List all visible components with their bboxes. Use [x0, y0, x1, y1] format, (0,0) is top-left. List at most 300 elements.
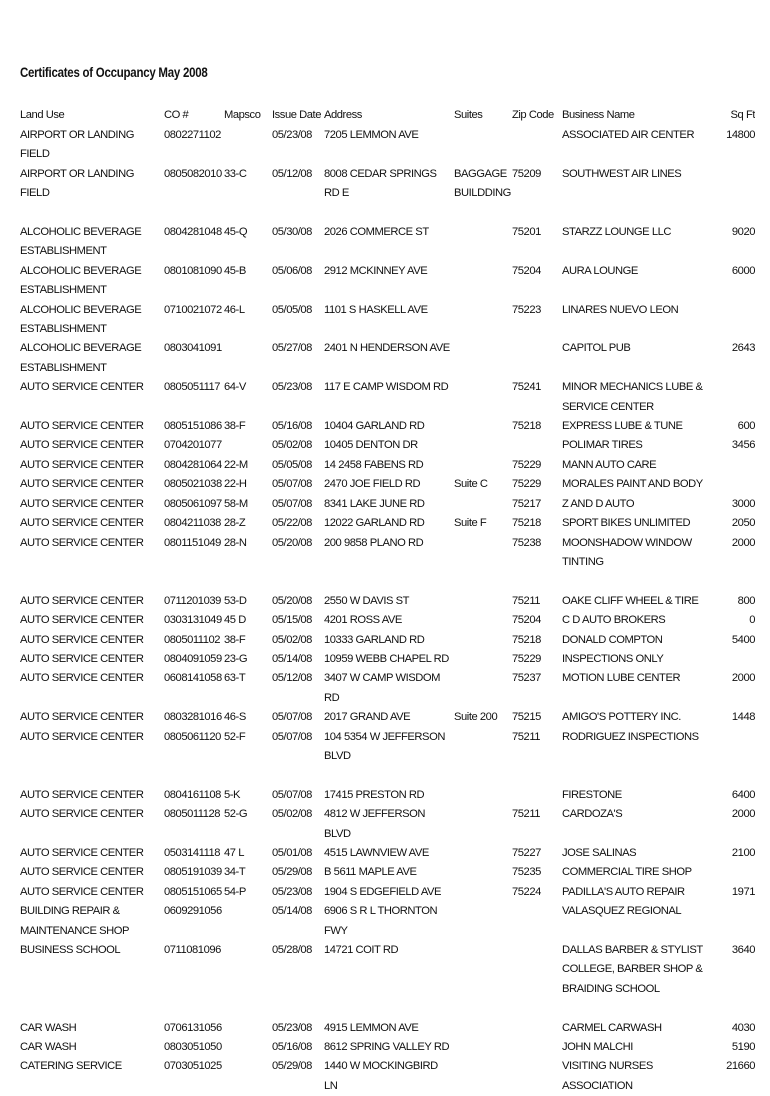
- table-row: [20, 456, 755, 475]
- suites-cell: [454, 534, 512, 573]
- header-issue-date: Issue Date: [272, 109, 321, 121]
- suites-cell: [454, 417, 512, 436]
- suites-cell: [454, 456, 512, 475]
- sq-ft-cell: 3456: [731, 439, 755, 452]
- issue-date-cell: 05/16/08: [272, 1041, 312, 1054]
- issue-date-cell: 05/20/08: [272, 536, 312, 549]
- co-number-cell: 0804161108: [164, 788, 221, 801]
- zip-code-cell: [512, 1019, 562, 1038]
- business-name-cell: STARZZ LOUNGE LLC: [562, 226, 672, 239]
- table-row: [20, 339, 755, 378]
- business-name-cell: AURA LOUNGE: [562, 264, 638, 277]
- business-name-cell: SOUTHWEST AIR LINES: [562, 167, 682, 180]
- co-number-cell: 0801151049: [164, 536, 221, 549]
- co-number-cell: 0804281048: [164, 226, 222, 239]
- address-cell: 104 5354 W JEFFERSON BLVD: [324, 730, 445, 762]
- co-number-cell: 0805061097: [164, 497, 222, 510]
- mapsco-cell: 46-S: [224, 711, 246, 724]
- sq-ft-cell: 6400: [731, 788, 755, 801]
- zip-code-cell: 75201: [512, 226, 541, 239]
- table-row: [20, 631, 755, 650]
- address-cell: 10959 WEBB CHAPEL RD: [324, 652, 449, 665]
- issue-date-cell: 05/05/08: [272, 458, 312, 471]
- suites-cell: [454, 592, 512, 611]
- zip-code-cell: 75218: [512, 633, 541, 646]
- suites-cell: [454, 1038, 512, 1057]
- table-row: [20, 165, 755, 204]
- group-spacer: [20, 766, 755, 785]
- co-number-cell: 0805051117: [164, 381, 221, 394]
- table-row: [20, 262, 755, 301]
- table-row: [20, 417, 755, 436]
- suites-cell: BAGGAGE BUILDDING: [454, 167, 511, 200]
- co-number-cell: 0804091059: [164, 652, 222, 665]
- suites-cell: [454, 495, 512, 514]
- land-use-cell: AUTO SERVICE CENTER: [20, 866, 144, 879]
- business-name-cell: DALLAS BARBER & STYLIST COLLEGE, BARBER SHOP & BRAIDING SCHOOL: [562, 944, 703, 995]
- land-use-cell: AUTO SERVICE CENTER: [20, 614, 144, 627]
- sq-ft-cell: 2643: [731, 342, 755, 355]
- land-use-cell: ALCOHOLIC BEVERAGE ESTABLISHMENT: [20, 226, 142, 258]
- sq-ft-cell: [704, 863, 755, 882]
- co-number-cell: 0710021072: [164, 303, 222, 316]
- address-cell: 12022 GARLAND RD: [324, 517, 425, 530]
- sq-ft-cell: [704, 378, 755, 417]
- co-number-cell: 0711081096: [164, 944, 221, 957]
- issue-date-cell: 05/30/08: [272, 226, 312, 239]
- issue-date-cell: 05/27/08: [272, 342, 312, 355]
- suites-cell: [454, 941, 512, 999]
- issue-date-cell: 05/02/08: [272, 808, 312, 821]
- table-row: [20, 378, 755, 417]
- zip-code-cell: 75218: [512, 517, 541, 530]
- issue-date-cell: 05/02/08: [272, 633, 312, 646]
- zip-code-cell: [512, 902, 562, 941]
- land-use-cell: AUTO SERVICE CENTER: [20, 420, 144, 433]
- suites-cell: [454, 786, 512, 805]
- business-name-cell: EXPRESS LUBE & TUNE: [562, 420, 683, 433]
- co-number-cell: 0802271102: [164, 129, 221, 141]
- header-business-name: Business Name: [562, 109, 635, 121]
- certificates-table: [20, 106, 755, 1096]
- co-number-cell: 0803051050: [164, 1041, 222, 1054]
- address-cell: 2470 JOE FIELD RD: [324, 478, 421, 491]
- business-name-cell: Z AND D AUTO: [562, 497, 635, 510]
- land-use-cell: AUTO SERVICE CENTER: [20, 672, 144, 685]
- co-number-cell: 0609291056: [164, 905, 222, 918]
- co-number-cell: 0803281016: [164, 711, 222, 724]
- table-row: [20, 495, 755, 514]
- sq-ft-cell: 800: [737, 594, 755, 607]
- table-row: [20, 650, 755, 669]
- table-row: [20, 941, 755, 999]
- issue-date-cell: 05/29/08: [272, 1060, 312, 1073]
- zip-code-cell: 75229: [512, 652, 541, 665]
- business-name-cell: MOONSHADOW WINDOW TINTING: [562, 536, 692, 568]
- address-cell: B 5611 MAPLE AVE: [324, 866, 417, 879]
- issue-date-cell: 05/14/08: [272, 652, 312, 665]
- issue-date-cell: 05/06/08: [272, 264, 312, 277]
- issue-date-cell: 05/23/08: [272, 885, 312, 898]
- table-row: [20, 475, 755, 494]
- table-row: [20, 1038, 755, 1057]
- business-name-cell: RODRIGUEZ INSPECTIONS: [562, 730, 699, 743]
- issue-date-cell: 05/28/08: [272, 944, 312, 957]
- table-row: [20, 805, 755, 844]
- business-name-cell: VISITING NURSES ASSOCIATION: [562, 1060, 653, 1092]
- zip-code-cell: 75241: [512, 381, 541, 394]
- sq-ft-cell: 2050: [731, 517, 755, 530]
- mapsco-cell: 38-F: [224, 633, 246, 646]
- suites-cell: [454, 301, 512, 340]
- table-row: [20, 1057, 755, 1096]
- sq-ft-cell: 6000: [731, 264, 755, 277]
- land-use-cell: AUTO SERVICE CENTER: [20, 846, 144, 859]
- address-cell: 17415 PRESTON RD: [324, 788, 425, 801]
- land-use-cell: AIRPORT OR LANDING FIELD: [20, 129, 134, 161]
- address-cell: 8008 CEDAR SPRINGS RD E: [324, 167, 437, 200]
- zip-code-cell: 75204: [512, 614, 541, 627]
- business-name-cell: C D AUTO BROKERS: [562, 614, 666, 627]
- land-use-cell: AIRPORT OR LANDING FIELD: [20, 167, 134, 200]
- mapsco-cell: 52-F: [224, 730, 246, 743]
- table-row: [20, 1019, 755, 1038]
- address-cell: 8612 SPRING VALLEY RD: [324, 1041, 450, 1054]
- suites-cell: [454, 728, 512, 767]
- zip-code-cell: 75211: [512, 808, 541, 821]
- business-name-cell: LINARES NUEVO LEON: [562, 303, 679, 316]
- address-cell: 4515 LAWNVIEW AVE: [324, 846, 429, 859]
- page-title: Certificates of Occupancy May 2008: [20, 64, 208, 80]
- table-row: [20, 708, 755, 727]
- land-use-cell: AUTO SERVICE CENTER: [20, 808, 144, 821]
- suites-cell: [454, 611, 512, 630]
- address-cell: 2401 N HENDERSON AVE: [324, 342, 450, 355]
- zip-code-cell: 75238: [512, 536, 541, 549]
- mapsco-cell: [224, 126, 272, 165]
- co-number-cell: 0503141118: [164, 846, 221, 859]
- co-number-cell: 0805021038: [164, 478, 222, 491]
- table-row: [20, 883, 755, 902]
- zip-code-cell: [512, 126, 562, 165]
- land-use-cell: CATERING SERVICE: [20, 1060, 122, 1073]
- land-use-cell: BUILDING REPAIR & MAINTENANCE SHOP: [20, 905, 130, 937]
- zip-code-cell: 75215: [512, 711, 541, 724]
- business-name-cell: CAPITOL PUB: [562, 342, 631, 355]
- address-cell: 10404 GARLAND RD: [324, 420, 425, 433]
- land-use-cell: AUTO SERVICE CENTER: [20, 458, 144, 471]
- address-cell: 10333 GARLAND RD: [324, 633, 425, 646]
- mapsco-cell: [224, 1019, 272, 1038]
- zip-code-cell: 75217: [512, 497, 541, 510]
- zip-code-cell: 75211: [512, 730, 541, 743]
- business-name-cell: ASSOCIATED AIR CENTER: [562, 129, 695, 141]
- header-address: Address: [324, 109, 362, 121]
- address-cell: 1101 S HASKELL AVE: [324, 303, 428, 316]
- sq-ft-cell: 3000: [731, 497, 755, 510]
- suites-cell: Suite 200: [454, 711, 498, 724]
- land-use-cell: ALCOHOLIC BEVERAGE ESTABLISHMENT: [20, 264, 142, 297]
- business-name-cell: MINOR MECHANICS LUBE & SERVICE CENTER: [562, 381, 703, 413]
- table-row: [20, 902, 755, 941]
- mapsco-cell: 64-V: [224, 381, 246, 394]
- address-cell: 4812 W JEFFERSON BLVD: [324, 808, 425, 840]
- zip-code-cell: 75209: [512, 167, 541, 180]
- issue-date-cell: 05/07/08: [272, 711, 312, 724]
- issue-date-cell: 05/12/08: [272, 167, 312, 180]
- business-name-cell: AMIGO'S POTTERY INC.: [562, 711, 681, 724]
- business-name-cell: INSPECTIONS ONLY: [562, 652, 664, 665]
- land-use-cell: BUSINESS SCHOOL: [20, 944, 121, 957]
- zip-code-cell: [512, 1038, 562, 1057]
- header-co-number: CO #: [164, 109, 189, 121]
- sq-ft-cell: 2100: [731, 846, 755, 859]
- land-use-cell: AUTO SERVICE CENTER: [20, 594, 144, 607]
- group-spacer: [20, 204, 755, 223]
- suites-cell: [454, 1057, 512, 1096]
- business-name-cell: MANN AUTO CARE: [562, 458, 657, 471]
- zip-code-cell: 75223: [512, 303, 541, 316]
- table-row: [20, 436, 755, 455]
- suites-cell: [454, 262, 512, 301]
- address-cell: 2550 W DAVIS ST: [324, 594, 410, 607]
- sq-ft-cell: 9020: [731, 226, 755, 239]
- business-name-cell: JOSE SALINAS: [562, 846, 637, 859]
- land-use-cell: CAR WASH: [20, 1041, 77, 1054]
- mapsco-cell: 33-C: [224, 167, 247, 180]
- zip-code-cell: 75229: [512, 458, 541, 471]
- business-name-cell: CARDOZA'S: [562, 808, 623, 821]
- issue-date-cell: 05/15/08: [272, 614, 312, 627]
- table-row: [20, 514, 755, 533]
- sq-ft-cell: 5400: [731, 633, 755, 646]
- mapsco-cell: 63-T: [224, 672, 246, 685]
- zip-code-cell: [512, 941, 562, 999]
- table-row: [20, 223, 755, 262]
- table-row: [20, 786, 755, 805]
- table-row: [20, 534, 755, 573]
- suites-cell: Suite C: [454, 478, 488, 491]
- mapsco-cell: 54-P: [224, 885, 246, 898]
- land-use-cell: CAR WASH: [20, 1021, 77, 1034]
- business-name-cell: DONALD COMPTON: [562, 633, 663, 646]
- sq-ft-cell: 2000: [731, 536, 755, 549]
- address-cell: 14721 COIT RD: [324, 944, 399, 957]
- sq-ft-cell: [704, 301, 755, 340]
- land-use-cell: AUTO SERVICE CENTER: [20, 730, 144, 743]
- mapsco-cell: 38-F: [224, 420, 246, 433]
- mapsco-cell: 58-M: [224, 497, 248, 510]
- header-suites: Suites: [454, 109, 483, 121]
- business-name-cell: CARMEL CARWASH: [562, 1021, 662, 1034]
- co-number-cell: 0804211038: [164, 517, 221, 530]
- suites-cell: [454, 126, 512, 165]
- sq-ft-cell: [704, 475, 755, 494]
- business-name-cell: POLIMAR TIRES: [562, 439, 643, 452]
- business-name-cell: JOHN MALCHI: [562, 1041, 633, 1054]
- sq-ft-cell: 4030: [731, 1021, 755, 1034]
- co-number-cell: 0804281064: [164, 458, 222, 471]
- mapsco-cell: 22-H: [224, 478, 247, 491]
- address-cell: 200 9858 PLANO RD: [324, 536, 424, 549]
- business-name-cell: MORALES PAINT AND BODY: [562, 478, 703, 491]
- land-use-cell: ALCOHOLIC BEVERAGE ESTABLISHMENT: [20, 303, 142, 336]
- mapsco-cell: 28-Z: [224, 517, 246, 530]
- mapsco-cell: [224, 941, 272, 999]
- mapsco-cell: 46-L: [224, 303, 245, 316]
- suites-cell: [454, 1019, 512, 1038]
- land-use-cell: AUTO SERVICE CENTER: [20, 381, 144, 394]
- issue-date-cell: 05/29/08: [272, 866, 312, 879]
- mapsco-cell: 53-D: [224, 594, 247, 607]
- co-number-cell: 0703051025: [164, 1060, 222, 1073]
- issue-date-cell: 05/23/08: [272, 1021, 312, 1034]
- business-name-cell: SPORT BIKES UNLIMITED: [562, 517, 691, 530]
- address-cell: 8341 LAKE JUNE RD: [324, 497, 425, 510]
- sq-ft-cell: 21660: [726, 1060, 755, 1073]
- issue-date-cell: 05/07/08: [272, 730, 312, 743]
- sq-ft-cell: [704, 650, 755, 669]
- mapsco-cell: [224, 436, 272, 455]
- land-use-cell: AUTO SERVICE CENTER: [20, 652, 144, 665]
- business-name-cell: COMMERCIAL TIRE SHOP: [562, 866, 692, 879]
- table-row: [20, 301, 755, 340]
- zip-code-cell: [512, 339, 562, 378]
- co-number-cell: 0805011102: [164, 633, 221, 646]
- table-row: [20, 126, 755, 165]
- co-number-cell: 0608141058: [164, 672, 222, 685]
- business-name-cell: VALASQUEZ REGIONAL: [562, 905, 682, 918]
- address-cell: 10405 DENTON DR: [324, 439, 418, 452]
- address-cell: 7205 LEMMON AVE: [324, 129, 419, 141]
- issue-date-cell: 05/20/08: [272, 594, 312, 607]
- land-use-cell: ALCOHOLIC BEVERAGE ESTABLISHMENT: [20, 342, 142, 374]
- suites-cell: [454, 902, 512, 941]
- sq-ft-cell: [704, 728, 755, 767]
- sq-ft-cell: 14800: [726, 129, 755, 141]
- spacer-cell: [20, 999, 755, 1018]
- table-row: [20, 592, 755, 611]
- address-cell: 2017 GRAND AVE: [324, 711, 411, 724]
- table-row: [20, 863, 755, 882]
- sq-ft-cell: 5190: [731, 1041, 755, 1054]
- sq-ft-cell: 2000: [731, 672, 755, 685]
- co-number-cell: 0805061120: [164, 730, 221, 743]
- land-use-cell: AUTO SERVICE CENTER: [20, 788, 144, 801]
- mapsco-cell: 47 L: [224, 846, 244, 859]
- business-name-cell: FIRESTONE: [562, 788, 622, 801]
- suites-cell: [454, 805, 512, 844]
- header-land-use: Land Use: [20, 109, 65, 121]
- suites-cell: [454, 863, 512, 882]
- address-cell: 14 2458 FABENS RD: [324, 458, 424, 471]
- address-cell: 1904 S EDGEFIELD AVE: [324, 885, 442, 898]
- issue-date-cell: 05/22/08: [272, 517, 312, 530]
- issue-date-cell: 05/07/08: [272, 497, 312, 510]
- zip-code-cell: 75227: [512, 846, 541, 859]
- zip-code-cell: 75224: [512, 885, 541, 898]
- zip-code-cell: 75235: [512, 866, 541, 879]
- address-cell: 117 E CAMP WISDOM RD: [324, 381, 449, 394]
- header-zip-code: Zip Code: [512, 109, 554, 121]
- spacer-cell: [20, 204, 755, 223]
- issue-date-cell: 05/16/08: [272, 420, 312, 433]
- address-cell: 6906 S R L THORNTON FWY: [324, 905, 438, 937]
- address-cell: 4201 ROSS AVE: [324, 614, 402, 627]
- issue-date-cell: 05/07/08: [272, 478, 312, 491]
- business-name-cell: PADILLA'S AUTO REPAIR: [562, 885, 685, 898]
- suites-cell: [454, 883, 512, 902]
- zip-code-cell: 75237: [512, 672, 541, 685]
- zip-code-cell: 75211: [512, 594, 541, 607]
- issue-date-cell: 05/07/08: [272, 788, 312, 801]
- suites-cell: [454, 650, 512, 669]
- zip-code-cell: 75229: [512, 478, 541, 491]
- zip-code-cell: 75204: [512, 264, 541, 277]
- mapsco-cell: [224, 902, 272, 941]
- issue-date-cell: 05/23/08: [272, 129, 312, 141]
- issue-date-cell: 05/14/08: [272, 905, 312, 918]
- suites-cell: Suite F: [454, 517, 487, 530]
- co-number-cell: 0805082010: [164, 167, 222, 180]
- sq-ft-cell: 1448: [731, 711, 755, 724]
- table-row: [20, 611, 755, 630]
- suites-cell: [454, 378, 512, 417]
- address-cell: 1440 W MOCKINGBIRD LN: [324, 1060, 438, 1092]
- mapsco-cell: 5-K: [224, 788, 241, 801]
- business-name-cell: MOTION LUBE CENTER: [562, 672, 681, 685]
- sq-ft-cell: 600: [737, 420, 755, 433]
- co-number-cell: 0805151065: [164, 885, 222, 898]
- co-number-cell: 0803041091: [164, 342, 222, 355]
- zip-code-cell: [512, 1057, 562, 1096]
- sq-ft-cell: 3640: [731, 944, 755, 957]
- table-row: [20, 669, 755, 708]
- co-number-cell: 0704201077: [164, 439, 222, 452]
- zip-code-cell: [512, 436, 562, 455]
- table-body: [20, 126, 755, 1096]
- mapsco-cell: 34-T: [224, 866, 246, 879]
- group-spacer: [20, 999, 755, 1018]
- sq-ft-cell: 1971: [731, 885, 755, 898]
- co-number-cell: 0711201039: [164, 594, 221, 607]
- sq-ft-cell: 0: [749, 614, 755, 627]
- suites-cell: [454, 223, 512, 262]
- mapsco-cell: 22-M: [224, 458, 248, 471]
- issue-date-cell: 05/12/08: [272, 672, 312, 685]
- co-number-cell: 0706131056: [164, 1021, 222, 1034]
- suites-cell: [454, 669, 512, 708]
- co-number-cell: 0805151086: [164, 420, 222, 433]
- group-spacer: [20, 572, 755, 591]
- mapsco-cell: 45 D: [224, 614, 246, 627]
- zip-code-cell: [512, 786, 562, 805]
- mapsco-cell: 45-B: [224, 264, 246, 277]
- sq-ft-cell: [704, 456, 755, 475]
- land-use-cell: AUTO SERVICE CENTER: [20, 536, 144, 549]
- suites-cell: [454, 436, 512, 455]
- co-number-cell: 0303131049: [164, 614, 222, 627]
- spacer-cell: [20, 572, 755, 591]
- land-use-cell: AUTO SERVICE CENTER: [20, 497, 144, 510]
- sq-ft-cell: [704, 902, 755, 941]
- mapsco-cell: 52-G: [224, 808, 248, 821]
- mapsco-cell: [224, 1038, 272, 1057]
- sq-ft-cell: 2000: [731, 808, 755, 821]
- co-number-cell: 0805191039: [164, 866, 222, 879]
- land-use-cell: AUTO SERVICE CENTER: [20, 478, 144, 491]
- mapsco-cell: [224, 339, 272, 378]
